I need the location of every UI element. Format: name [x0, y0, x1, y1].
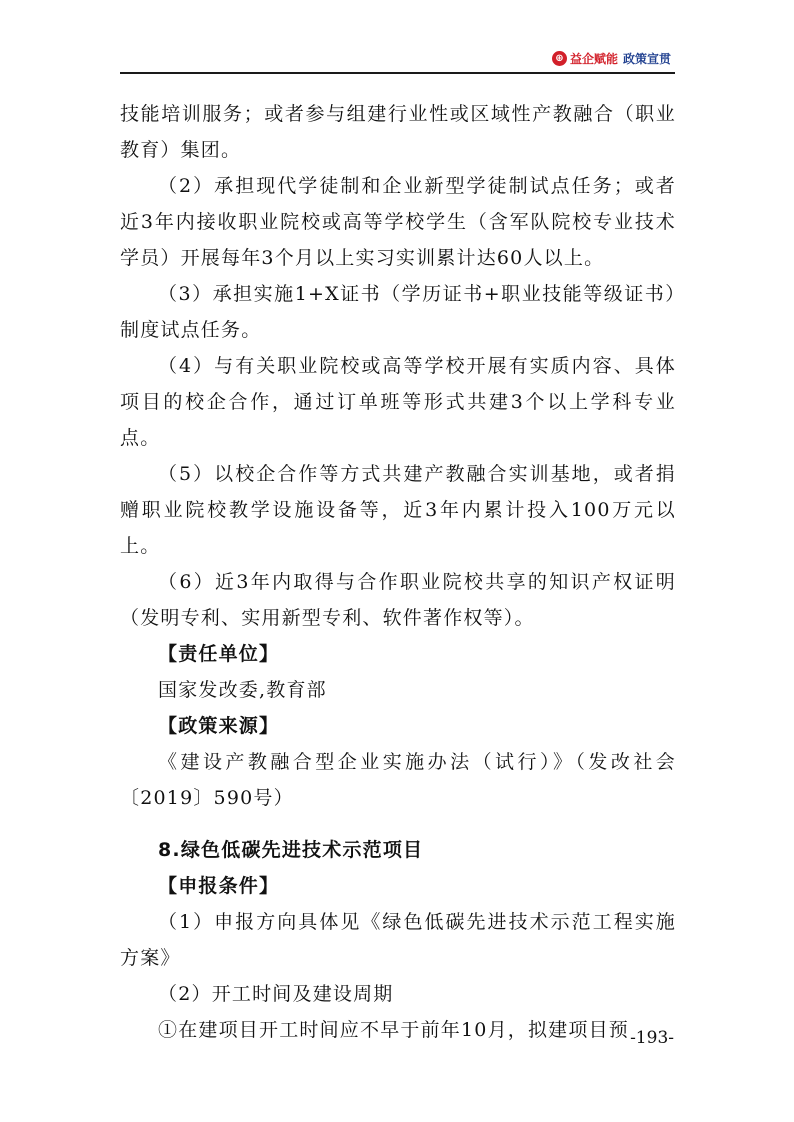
- brand-slogan: 政策宣贯: [622, 52, 671, 66]
- condition-item-5: （5）以校企合作等方式共建产教融合实训基地，或者捐赠职业院校教学设施设备等，近3年内累计投入100万元以上。: [120, 463, 676, 557]
- page-number: -193-: [630, 1028, 674, 1048]
- policy-source-label: 【政策来源】: [158, 715, 280, 737]
- responsible-unit-label: 【责任单位】: [158, 643, 280, 665]
- brand-logo: [552, 50, 671, 67]
- responsible-unit-value: 国家发改委,教育部: [158, 679, 327, 701]
- policy-source-value: 《建设产教融合型企业实施办法（试行）》（发改社会〔2019〕590号）: [120, 751, 676, 809]
- header-divider: [120, 72, 675, 74]
- condition-item-2: （2）承担现代学徒制和企业新型学徒制试点任务；或者近3年内接收职业院校或高等学校学生（含军队院校专业技术学员）开展每年3个月以上实习实训累计达60人以上。: [120, 175, 676, 269]
- brand-emblem-icon: ⊕: [552, 51, 567, 66]
- section-title: 8.绿色低碳先进技术示范项目: [158, 839, 424, 861]
- condition-item-3: （3）承担实施1+X证书（学历证书+职业技能等级证书）制度试点任务。: [120, 283, 676, 341]
- page-header: [120, 48, 675, 74]
- brand-name: 益企赋能: [569, 52, 618, 66]
- apply-item-1: （1）申报方向具体见《绿色低碳先进技术示范工程实施方案》: [120, 911, 676, 969]
- application-conditions-label: 【申报条件】: [158, 875, 280, 897]
- apply-item-2: （2）开工时间及建设周期: [158, 983, 394, 1005]
- document-body: [120, 96, 676, 1048]
- condition-item-6: （6）近3年内取得与合作职业院校共享的知识产权证明（发明专利、实用新型专利、软件著作权等）。: [120, 571, 676, 629]
- condition-item-4: （4）与有关职业院校或高等学校开展有实质内容、具体项目的校企合作，通过订单班等形式共建3个以上学科专业点。: [120, 355, 676, 449]
- apply-subitem-1: ①在建项目开工时间应不早于前年10月，拟建项目预: [158, 1019, 629, 1041]
- paragraph-continuation: 技能培训服务；或者参与组建行业性或区域性产教融合（职业教育）集团。: [120, 103, 676, 161]
